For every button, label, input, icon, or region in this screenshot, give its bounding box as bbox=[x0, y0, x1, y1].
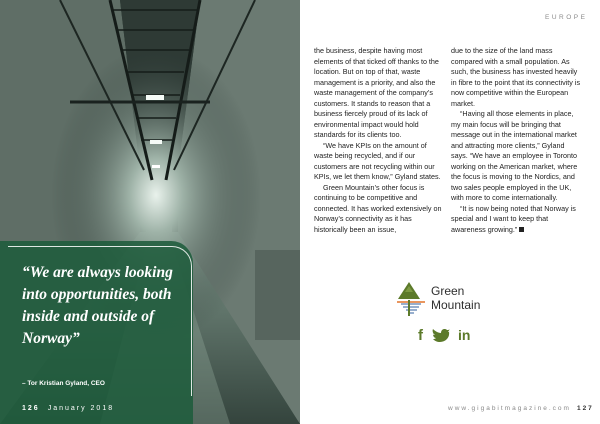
pull-quote-attribution: – Tor Kristian Gyland, CEO bbox=[22, 380, 105, 387]
social-links bbox=[418, 327, 488, 347]
paragraph-text: “It is now being noted that Norway is special and I want to keep that awareness growing.” bbox=[451, 203, 576, 234]
right-page-number: 127 bbox=[576, 405, 594, 412]
twitter-icon[interactable] bbox=[432, 329, 452, 348]
end-mark bbox=[519, 227, 524, 232]
paragraph: “We have KPIs on the amount of waste being recycled, and if our customers are not recycling within our KPIs, we let them know,” Gyland states. bbox=[314, 140, 441, 181]
linkedin-icon[interactable]: in bbox=[458, 327, 471, 343]
paragraph: due to the size of the land mass compared with a small population. As such, the business has invested heavily in fibre to the point that its connectivity is now competitive within the European market. bbox=[451, 46, 581, 108]
mountain-icon bbox=[395, 278, 429, 318]
article-column-1 bbox=[314, 46, 444, 235]
section-label: EUROPE bbox=[545, 14, 588, 21]
pull-quote: “We are always looking into opportunities, both inside and outside of Norway” bbox=[22, 264, 173, 347]
logo-text-mountain: Mountain bbox=[431, 298, 481, 312]
left-page-number: 126 bbox=[22, 405, 40, 412]
logo-text-green: Green bbox=[431, 284, 465, 298]
paragraph: the business, despite having most elements of that ticked off thanks to the location. But on top of that, waste management is a priority, and also the waste management of the company’s customers. It stands to reason that a business fiercely proud of its lack of environmental impact would hold standards for its clients too. bbox=[314, 46, 439, 139]
right-folio bbox=[448, 405, 594, 412]
website-url[interactable]: www.gigabitmagazine.com bbox=[448, 405, 571, 412]
paragraph: “Having all those elements in place, my main focus will be bringing that message out in the international market and attracting more clients,” Gyland says. “We have an employee in Toronto working on the American market, where the focus is moving to the Nordics, and two sales people employed in the UK, with more to come internationally. bbox=[451, 109, 578, 202]
paragraph bbox=[451, 204, 581, 236]
left-folio bbox=[22, 405, 114, 412]
issue-date: January 2018 bbox=[47, 405, 115, 412]
green-mountain-logo bbox=[395, 278, 507, 318]
article-column-2 bbox=[451, 46, 581, 235]
paragraph: Green Mountain’s other focus is continuing to be competitive and connected. It has worked extensively on Norway’s connectivity as it has historically been an issue, bbox=[314, 182, 442, 234]
facebook-icon[interactable]: f bbox=[418, 327, 423, 344]
